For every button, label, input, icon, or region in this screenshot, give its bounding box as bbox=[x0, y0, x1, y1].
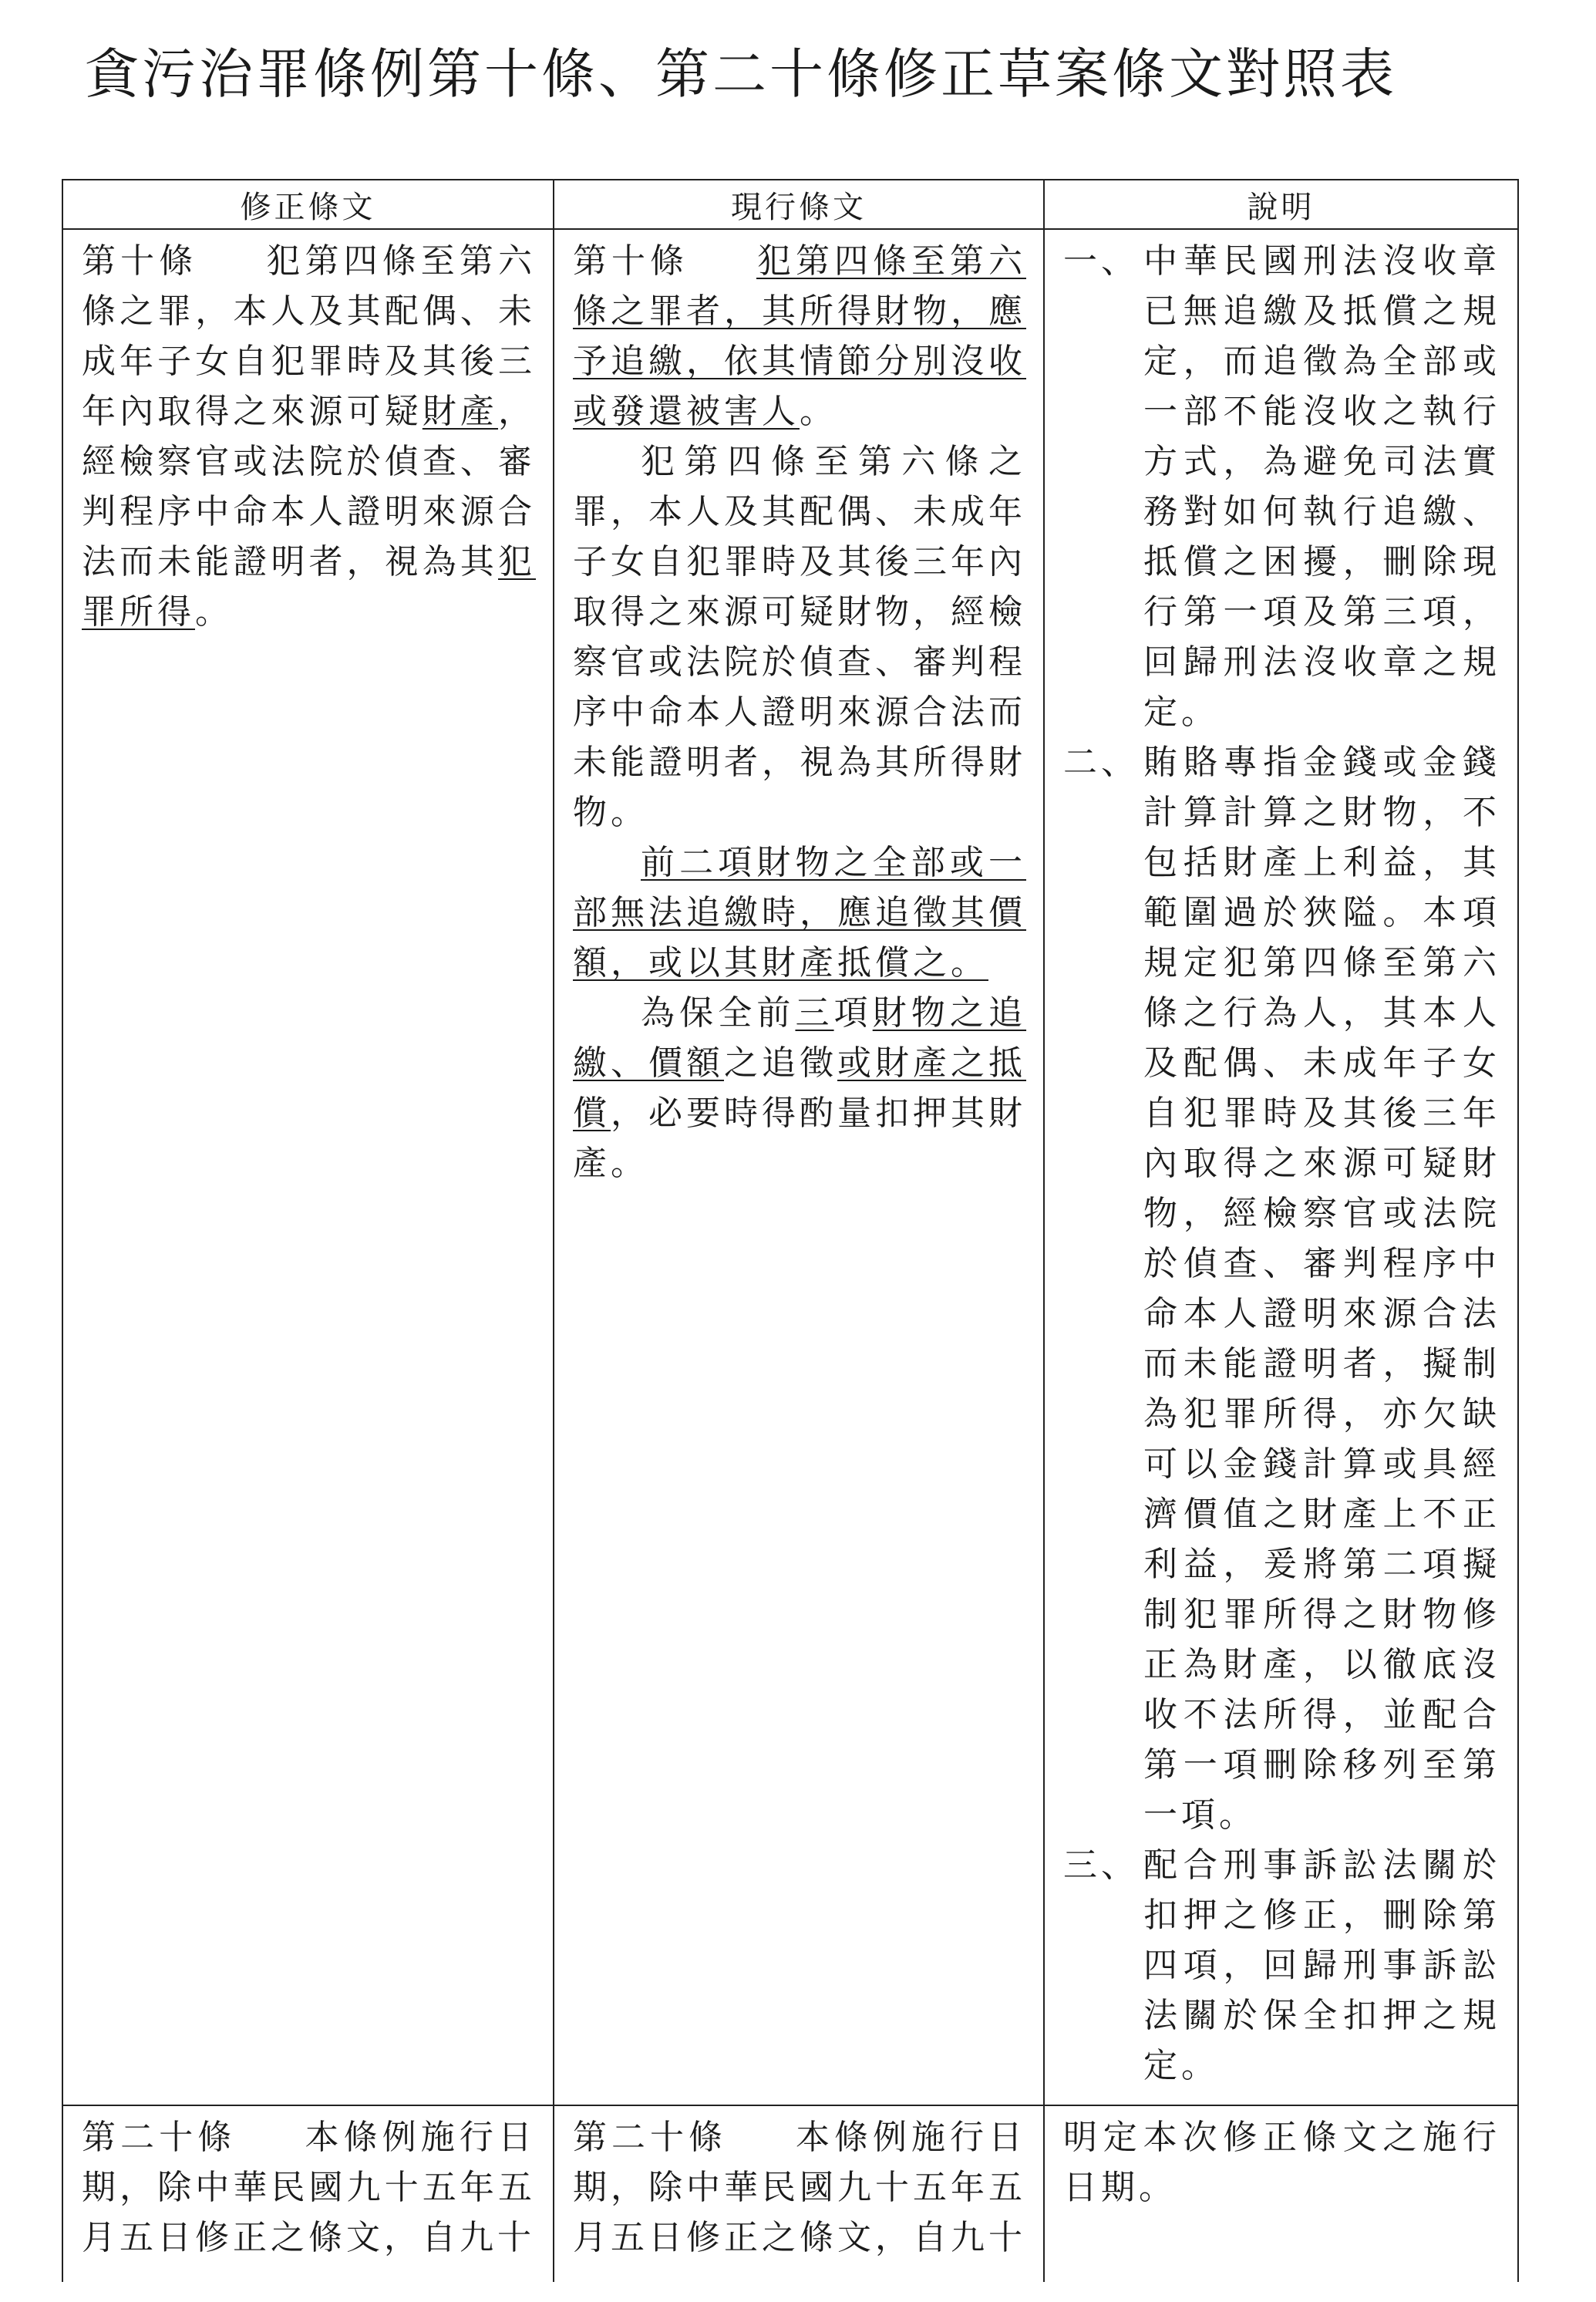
header-explanation: 說明 bbox=[1044, 180, 1518, 229]
item-text: 中華民國刑法沒收章已無追繳及抵償之規定，而追徵為全部或一部不能沒收之執行方式，為避免司法實務對如何執行追繳、抵償之困擾，刪除現行第一項及第三項，回歸刑法沒收章之規定。 bbox=[1143, 241, 1500, 732]
text-segment: ，經檢察官或法院於偵查、審判程序中命本人證明來源合法而未能證明者，視為其 bbox=[82, 392, 537, 581]
item-number: 三、 bbox=[1063, 1845, 1139, 1885]
proposed-article-20-text bbox=[82, 2112, 536, 2263]
article-label: 第二十條 bbox=[573, 2118, 727, 2157]
explanation-item-1 bbox=[1063, 236, 1500, 737]
proposed-article-10-text bbox=[82, 236, 536, 637]
table-header-row bbox=[62, 180, 1518, 229]
explanation-article-20-text: 明定本次修正條文之施行日期。 bbox=[1063, 2118, 1500, 2207]
current-paragraph-3 bbox=[573, 838, 1026, 988]
header-proposed: 修正條文 bbox=[62, 180, 554, 229]
item-number: 一、 bbox=[1063, 241, 1139, 281]
text-segment: 本條例施行日期，除中華民國九十五年五月五日修正之條文，自九十 bbox=[573, 2118, 1026, 2257]
comparison-table bbox=[62, 179, 1519, 2282]
text-segment: 犯第四條至第六條之罪，本人及其配偶、未成年子女自犯罪時及其後三年內取得之來源可疑 bbox=[82, 241, 537, 431]
article-label: 第十條 bbox=[573, 241, 689, 281]
text-segment: 項 bbox=[833, 993, 873, 1033]
article-label: 第二十條 bbox=[82, 2118, 237, 2157]
amended-text: 犯罪所得 bbox=[82, 542, 536, 632]
deleted-text: 犯第四條至第六條之罪者，其所得財物，應予追繳，依其情節分別沒收或發還被害人 bbox=[573, 241, 1026, 431]
document-title: 貪污治罪條例第十條、第二十條修正草案條文對照表 bbox=[85, 42, 1397, 106]
item-number: 二、 bbox=[1063, 743, 1139, 782]
amended-text: 財產 bbox=[422, 392, 499, 431]
article-label: 第十條 bbox=[82, 241, 198, 281]
cell-current-article-10 bbox=[554, 229, 1044, 2105]
deleted-text: 財產之抵償 bbox=[573, 1043, 1026, 1133]
text-segment: 。 bbox=[800, 392, 837, 431]
explanation-item-2 bbox=[1063, 737, 1500, 1840]
deleted-text: 三 bbox=[795, 993, 834, 1033]
current-paragraph-1 bbox=[573, 236, 1026, 436]
explanation-item-3 bbox=[1063, 1840, 1500, 2091]
cell-explanation-article-10 bbox=[1044, 229, 1518, 2105]
item-text: 賄賂專指金錢或金錢計算計算之財物，不包括財產上利益，其範圍過於狹隘。本項規定犯第四條至第六條之行為人，其本人及配偶、未成年子女自犯罪時及其後三年內取得之來源可疑財物，經檢察官或法院於偵查、審判程序中命本人證明來源合法而未能證明者，擬制為犯罪所得，亦欠缺可以金錢計算或具經濟價值之財產上不正利益，爰將第二項擬制犯罪所得之財物修正為財產，以徹底沒收不法所得，並配合第一項刪除移列至第一項。 bbox=[1143, 743, 1500, 1835]
cell-proposed-article-20 bbox=[62, 2105, 554, 2282]
deleted-text: 或 bbox=[837, 1043, 875, 1083]
deleted-text: 前二項財物之全部或一部無法追繳時，應追徵其價額，或以其財產抵償之。 bbox=[573, 843, 1026, 982]
table-row-article-20 bbox=[62, 2105, 1518, 2282]
text-segment: 為保全前 bbox=[641, 993, 796, 1033]
cell-explanation-article-20 bbox=[1044, 2105, 1518, 2282]
header-current: 現行條文 bbox=[554, 180, 1044, 229]
text-segment: ，必要時得酌量扣押其財產。 bbox=[573, 1094, 1026, 1183]
cell-proposed-article-10 bbox=[62, 229, 554, 2105]
table-row-article-10 bbox=[62, 229, 1518, 2105]
text-segment: 本條例施行日期，除中華民國九十五年五月五日修正之條文，自九十 bbox=[82, 2118, 537, 2257]
current-article-20-text bbox=[573, 2112, 1026, 2263]
text-segment: 之追徵 bbox=[724, 1043, 837, 1083]
deleted-text: 財物之追繳、價額 bbox=[573, 993, 1027, 1083]
text-segment: 。 bbox=[195, 592, 233, 632]
cell-current-article-20 bbox=[554, 2105, 1044, 2282]
current-paragraph-2: 犯第四條至第六條之罪，本人及其配偶、未成年子女自犯罪時及其後三年內取得之來源可疑財物，經檢察官或法院於偵查、審判程序中命本人證明來源合法而未能證明者，視為其所得財物。 bbox=[573, 442, 1026, 832]
current-paragraph-4 bbox=[573, 988, 1026, 1188]
item-text: 配合刑事訴訟法關於扣押之修正，刪除第四項，回歸刑事訴訟法關於保全扣押之規定。 bbox=[1143, 1845, 1500, 2085]
